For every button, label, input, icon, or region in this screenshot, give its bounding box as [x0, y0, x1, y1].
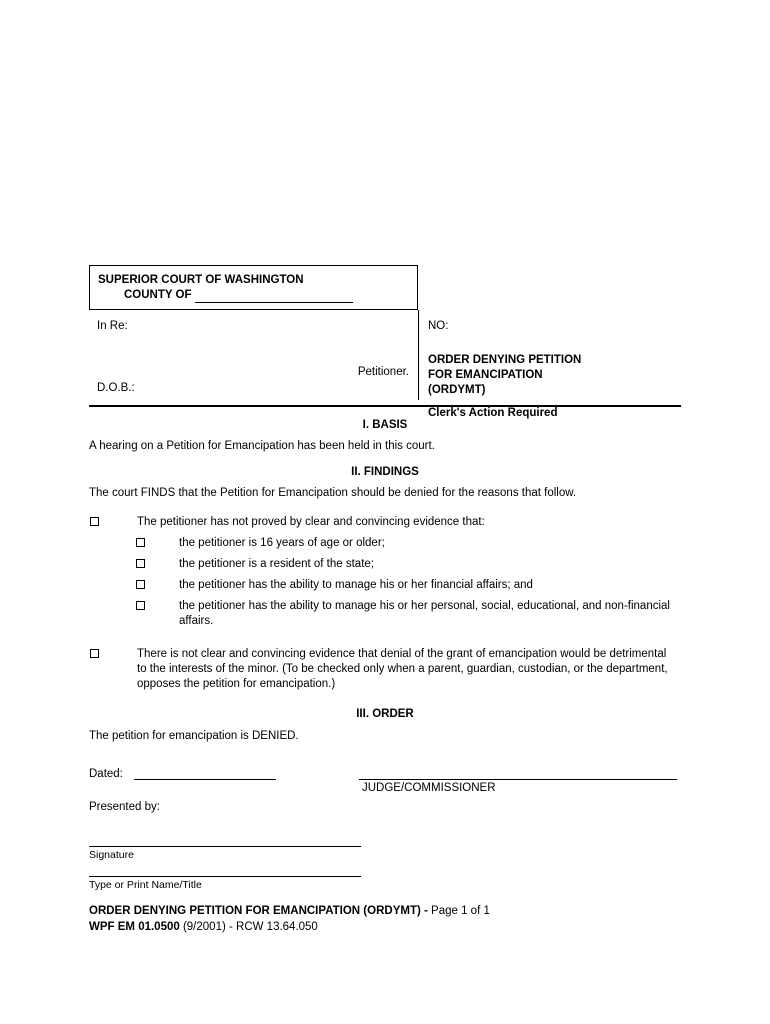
signature-label: Signature — [89, 849, 134, 861]
dated-label: Dated: — [89, 768, 123, 780]
checkbox-icon[interactable] — [136, 538, 145, 547]
footer-form-title: ORDER DENYING PETITION FOR EMANCIPATION (ORDYMT) - — [89, 905, 428, 917]
signature-line[interactable] — [89, 846, 361, 847]
document-title-line2: FOR EMANCIPATION — [428, 369, 543, 381]
clerk-action-notice: Clerk's Action Required — [428, 407, 558, 419]
checkbox-icon[interactable] — [136, 580, 145, 589]
case-number-label: NO: — [428, 320, 449, 332]
findings-heading: II. FINDINGS — [351, 466, 419, 478]
finding-item-1d-text: the petitioner has the ability to manage his or her personal, social, educational, and non-financial affairs. — [179, 600, 670, 627]
presented-by-label: Presented by: — [89, 801, 160, 813]
signature-area — [89, 768, 681, 891]
footer-form-code: WPF EM 01.0500 — [89, 921, 180, 933]
caption-body — [89, 310, 681, 419]
dated-blank-line[interactable] — [134, 768, 276, 780]
finding-item-1c-text: the petitioner has the ability to manage his or her financial affairs; and — [179, 579, 533, 591]
court-caption-box — [89, 265, 418, 310]
checkbox-icon[interactable] — [90, 517, 99, 526]
county-label: COUNTY OF — [124, 289, 192, 301]
footer-citation: (9/2001) - RCW 13.64.050 — [179, 921, 318, 933]
finding-item-1b[interactable] — [89, 557, 681, 572]
checkbox-icon[interactable] — [90, 649, 99, 658]
in-re-label: In Re: — [97, 320, 128, 332]
dated-row — [89, 768, 276, 780]
document-title-line3: (ORDYMT) — [428, 384, 486, 396]
basis-text: A hearing on a Petition for Emancipation has been held in this court. — [89, 440, 435, 452]
finding-item-1d[interactable] — [89, 599, 681, 629]
finding-item-1a-text: the petitioner is 16 years of age or older; — [179, 537, 385, 549]
finding-item-1c[interactable] — [89, 578, 681, 593]
basis-heading: I. BASIS — [362, 419, 408, 431]
footer-line-1 — [89, 903, 681, 919]
finding-item-1[interactable] — [89, 515, 681, 530]
name-title-label: Type or Print Name/Title — [89, 879, 202, 891]
finding-item-1a[interactable] — [89, 536, 681, 551]
checkbox-icon[interactable] — [136, 559, 145, 568]
document-title — [428, 353, 681, 398]
order-heading: III. ORDER — [356, 708, 414, 720]
finding-item-2-text: There is not clear and convincing evidence that denial of the grant of emancipation would be detrimental to the interests of the minor. (To be checked only when a parent, guardian, custodian, or the department, opposes the petition for emancipation.) — [137, 648, 668, 690]
document-title-line1: ORDER DENYING PETITION — [428, 354, 582, 366]
judge-label: JUDGE/COMMISSIONER — [362, 782, 496, 794]
caption-parties — [89, 310, 419, 400]
finding-item-2[interactable] — [89, 647, 681, 692]
document-body — [89, 265, 681, 891]
order-text: The petition for emancipation is DENIED. — [89, 730, 299, 742]
judge-signature-line[interactable] — [359, 779, 677, 780]
court-name: SUPERIOR COURT OF WASHINGTON — [98, 274, 304, 286]
footer-line-2 — [89, 919, 681, 935]
finding-item-1-text: The petitioner has not proved by clear and convincing evidence that: — [137, 516, 485, 528]
county-blank-line[interactable] — [195, 291, 353, 303]
name-title-line[interactable] — [89, 876, 361, 877]
footer-page-number: Page 1 of 1 — [427, 905, 490, 917]
finding-item-1b-text: the petitioner is a resident of the state; — [179, 558, 374, 570]
petitioner-label: Petitioner. — [357, 366, 409, 378]
county-line — [98, 288, 417, 303]
findings-intro: The court FINDS that the Petition for Emancipation should be denied for the reasons that follow. — [89, 487, 577, 499]
checkbox-icon[interactable] — [136, 601, 145, 610]
caption-case-info — [428, 310, 681, 419]
dob-label: D.O.B.: — [97, 382, 135, 394]
page-footer — [89, 903, 681, 935]
